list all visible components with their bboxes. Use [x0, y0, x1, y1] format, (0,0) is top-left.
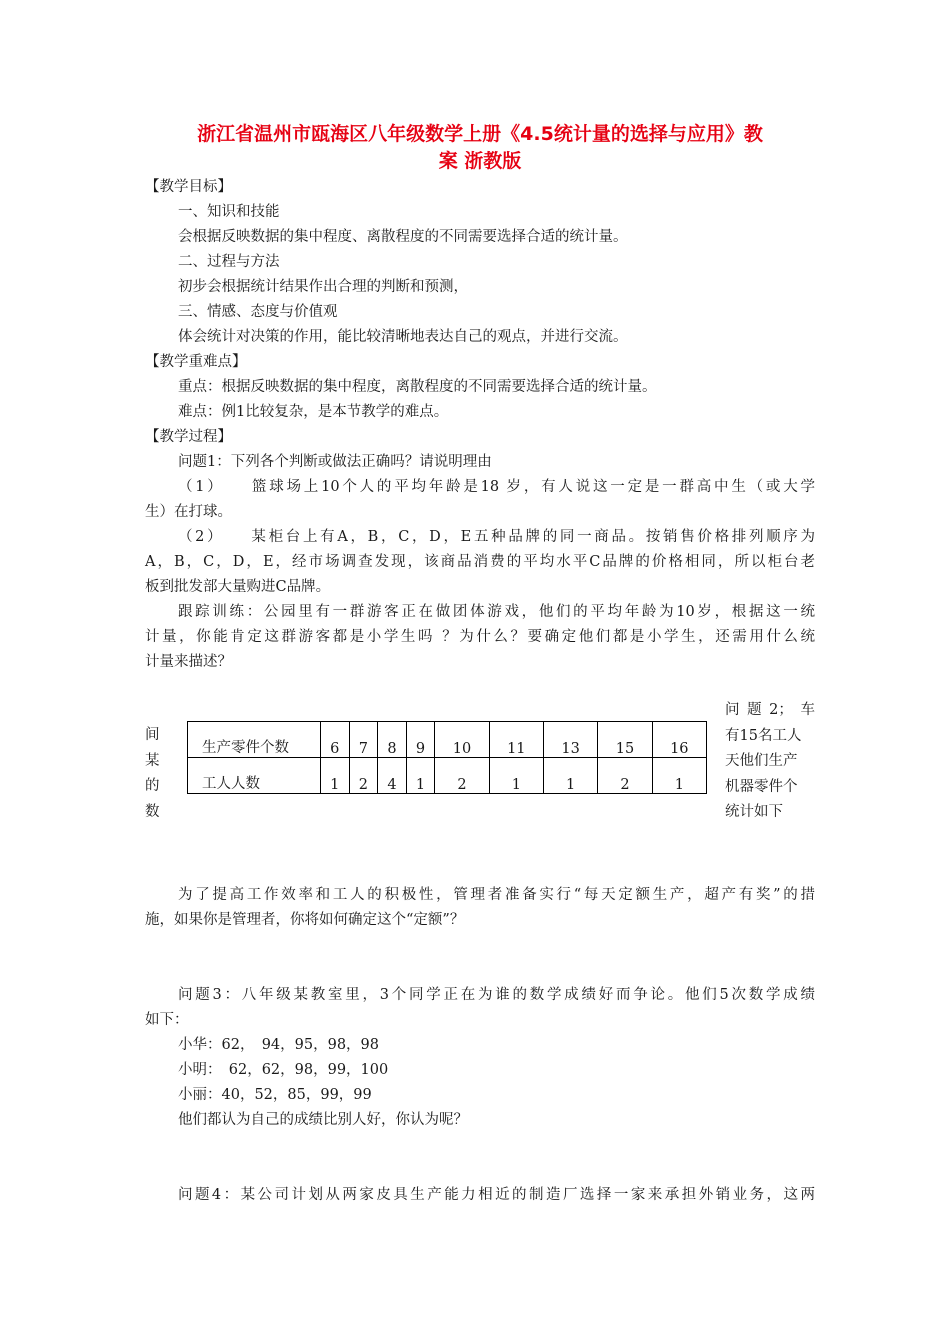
- scores-xiaoli: 小丽：40，52，85，99，99: [178, 1087, 372, 1103]
- table-cell: 7: [349, 722, 378, 758]
- table-cell: 4: [378, 758, 407, 794]
- table-row-label: 工人人数: [188, 758, 321, 794]
- emotion-text: 体会统计对决策的作用，能比较清晰地表达自己的观点，并进行交流。: [178, 329, 628, 345]
- question-3-text-c: 他们都认为自己的成绩比别人好，你认为呢？: [178, 1112, 468, 1128]
- tracking-exercise-c: 计量来描述？: [145, 654, 232, 670]
- table-cell: 2: [349, 758, 378, 794]
- process-title: 二、过程与方法: [178, 254, 280, 270]
- question-2-right-line: 机器零件个: [725, 778, 798, 795]
- key-difficulty: 难点：例1比较复杂，是本节教学的难点。: [178, 404, 449, 420]
- question-3-text-b: 如下：: [145, 1012, 189, 1028]
- table-cell: 1: [652, 758, 706, 794]
- table-cell: 2: [598, 758, 652, 794]
- table-cell: 16: [652, 722, 706, 758]
- table-cell: 1: [406, 758, 435, 794]
- table-cell: 10: [435, 722, 489, 758]
- question-4-text: 问题4：某公司计划从两家皮具生产能力相近的制造厂选择一家来承担外销业务，这两: [178, 1187, 815, 1203]
- question-2-right-line: 问题2；车: [725, 702, 815, 718]
- document-title: [145, 121, 815, 175]
- question-1-item-2c: 板到批发部大量购进C品牌。: [145, 579, 331, 595]
- parts-production-table: [187, 721, 707, 794]
- title-line-2: 案 浙教版: [438, 150, 522, 172]
- question-2-left-char: 数: [145, 803, 160, 820]
- question-2-right-column: [725, 698, 815, 826]
- table-row: [188, 758, 707, 794]
- question-2-left-char: 间: [145, 727, 160, 743]
- tracking-exercise-a: 跟踪训练：公园里有一群游客正在做团体游戏，他们的平均年龄为10岁，根据这一统: [178, 604, 815, 620]
- question-1-item-2b: A，B，C，D，E，经市场调查发现，该商品消费的平均水平C品牌的价格相同，所以柜台老: [145, 554, 815, 570]
- table-cell: 1: [489, 758, 543, 794]
- scores-xiaoming: 小明： 62，62，98，99，100: [178, 1062, 389, 1078]
- question-2-right-line: 统计如下: [725, 804, 783, 820]
- question-2-left-column: [145, 723, 165, 825]
- question-1-item-1b: 生）在打球。: [145, 504, 232, 520]
- table-cell: 6: [321, 722, 350, 758]
- question-2-left-char: 的: [145, 778, 160, 794]
- question-1-item-2a: （2） 某柜台上有A，B，C，D，E五种品牌的同一商品。按销售价格排列顺序为: [178, 529, 815, 545]
- question-2-text-a: 为了提高工作效率和工人的积极性，管理者准备实行“每天定额生产，超产有奖”的措: [178, 887, 815, 903]
- question-2-left-char: 某: [145, 752, 160, 769]
- goals-heading: 【教学目标】: [145, 179, 232, 195]
- table-cell: 13: [543, 722, 597, 758]
- question-1-item-1a: （1） 篮球场上10个人的平均年龄是18 岁，有人说这一定是一群高中生（或大学: [178, 479, 815, 495]
- emotion-title: 三、情感、态度与价值观: [178, 304, 338, 320]
- question-2-text-b: 施，如果你是管理者，你将如何确定这个“定额”？: [145, 912, 465, 928]
- table-cell: 9: [406, 722, 435, 758]
- knowledge-title: 一、知识和技能: [178, 204, 280, 220]
- question-1: 问题1：下列各个判断或做法正确吗？请说明理由: [178, 454, 492, 470]
- question-2-right-line: 天他们生产: [725, 753, 798, 769]
- table-cell: 11: [489, 722, 543, 758]
- knowledge-text: 会根据反映数据的集中程度、离散程度的不同需要选择合适的统计量。: [178, 229, 628, 245]
- table-cell: 1: [543, 758, 597, 794]
- table-cell: 8: [378, 722, 407, 758]
- table-cell: 2: [435, 758, 489, 794]
- key-heading: 【教学重难点】: [145, 354, 247, 370]
- key-focus: 重点：根据反映数据的集中程度，离散程度的不同需要选择合适的统计量。: [178, 379, 657, 395]
- table-row: [188, 722, 707, 758]
- question-3-text-a: 问题3：八年级某教室里，3个同学正在为谁的数学成绩好而争论。他们5次数学成绩: [178, 987, 815, 1003]
- tracking-exercise-b: 计量，你能肯定这群游客都是小学生吗 ？为什么？要确定他们都是小学生，还需用什么统: [145, 629, 815, 645]
- table-row-label: 生产零件个数: [188, 722, 321, 758]
- table-cell: 15: [598, 722, 652, 758]
- process-heading: 【教学过程】: [145, 429, 232, 445]
- title-line-1: 浙江省温州市瓯海区八年级数学上册《4.5统计量的选择与应用》教: [197, 123, 763, 145]
- table-cell: 1: [321, 758, 350, 794]
- process-text: 初步会根据统计结果作出合理的判断和预测，: [178, 279, 468, 295]
- question-2-right-line: 有15名工人: [725, 727, 802, 744]
- scores-xiaohua: 小华：62， 94，95，98，98: [178, 1037, 380, 1053]
